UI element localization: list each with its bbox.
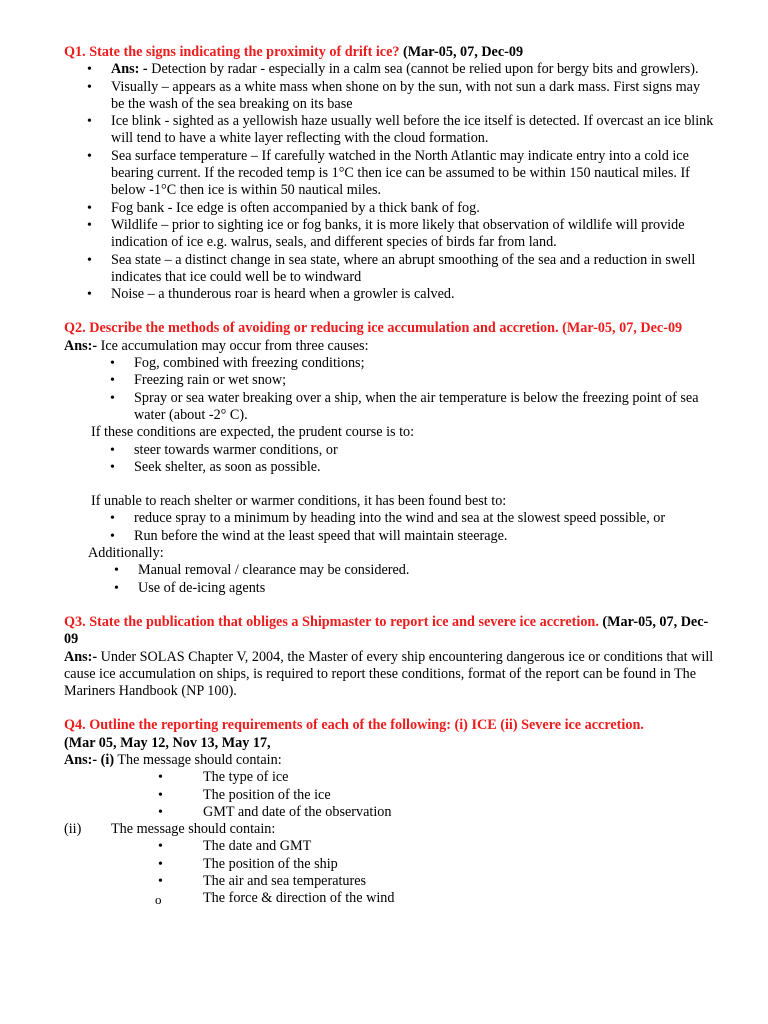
list-item: • The air and sea temperatures: [203, 873, 768, 890]
list-item: • Seek shelter, as soon as possible.: [134, 459, 720, 476]
answer-text: The message should contain:: [114, 751, 282, 768]
list-item: • GMT and date of the observation: [203, 804, 768, 821]
expected-intro: If these conditions are expected, the prudent course is to:: [91, 424, 415, 441]
expected-list: [0, 442, 768, 477]
list-item: • Noise – a thunderous roar is heard when a growler is calved.: [111, 286, 716, 303]
question-1-heading: [64, 44, 720, 61]
list-item: • The type of ice: [203, 769, 768, 786]
part-ii-label: (ii): [64, 821, 82, 838]
list-item: • Use of de-icing agents: [138, 580, 768, 597]
additional-list: [0, 562, 768, 597]
question-1-answer-list: [0, 61, 768, 303]
list-item: • The position of the ship: [203, 856, 768, 873]
list-item: • Ice blink - sighted as a yellowish haze usually well before the ice itself is detected. If overcast an ice blink will tend to have a white layer reflecting with the cloud formation.: [111, 113, 716, 148]
part-i-list: [0, 769, 768, 821]
additionally-label: Additionally:: [88, 545, 164, 562]
question-3-title: Q3. State the publication that obliges a Shipmaster to report ice and severe ice accretion.: [64, 613, 599, 630]
question-4-part-i-intro: [64, 752, 720, 769]
answer-label: Ans:- (i): [64, 751, 115, 768]
question-4-dates: (Mar 05, May 12, Nov 13, May 17,: [64, 734, 271, 751]
unable-intro: If unable to reach shelter or warmer conditions, it has been found best to:: [91, 493, 507, 510]
answer-label: Ans:-: [64, 648, 98, 665]
list-sub-item: o The force & direction of the wind: [203, 890, 768, 907]
list-item: • Spray or sea water breaking over a ship, when the air temperature is below the freezing point of sea water (about -2° C).: [134, 390, 720, 425]
list-item-text: Detection by radar - especially in a calm sea (cannot be relied upon for bergy bits and growlers).: [147, 61, 699, 78]
list-item: • Freezing rain or wet snow;: [134, 372, 720, 389]
list-item: • Sea state – a distinct change in sea state, where an abrupt smoothing of the sea and a reduction in swell indicates that ice could well be to windward: [111, 252, 716, 287]
list-item: • Visually – appears as a white mass when shone on by the sun, with not sun a dark mass. First signs may be the wash of the sea breaking on its base: [111, 79, 716, 114]
question-2-causes-list: [0, 355, 768, 424]
answer-text: Under SOLAS Chapter V, 2004, the Master of every ship encountering dangerous ice or conditions that will cause ice accumulation on ships, is required to report these conditions, format of the report can be found in The Mariners Handbook (NP 100).: [64, 648, 714, 700]
question-1-title: Q1. State the signs indicating the proximity of drift ice?: [64, 44, 400, 60]
list-item: • Sea surface temperature – If carefully watched in the North Atlantic may indicate entry into a cold ice bearing current. If the recoded temp is 1°C then ice can be assumed to be within 150 nautical miles. If below -1°C then ice is within 50 nautical miles.: [111, 148, 716, 200]
list-item: • The date and GMT: [203, 838, 768, 855]
list-item: • The position of the ice: [203, 787, 768, 804]
answer-label: Ans:-: [64, 337, 98, 354]
list-item: [111, 61, 716, 78]
question-4-title: Q4. Outline the reporting requirements of each of the following: (i) ICE (ii) Severe ice accretion.: [64, 717, 644, 734]
question-2-answer-intro: [64, 338, 720, 355]
question-4-heading: [64, 717, 720, 752]
list-item: • Manual removal / clearance may be considered.: [138, 562, 768, 579]
unable-list: [0, 510, 768, 545]
question-2-title: Q2. Describe the methods of avoiding or reducing ice accumulation and accretion. (Mar-05, 07, Dec-09: [64, 320, 683, 337]
question-4-part-ii-intro: [64, 821, 768, 838]
answer-label: Ans: -: [111, 61, 148, 78]
part-ii-intro-text: The message should contain:: [111, 821, 276, 838]
list-item: • steer towards warmer conditions, or: [134, 442, 720, 459]
question-3-dates: (Mar-05, 07, Dec-09: [64, 613, 709, 648]
question-1-dates: (Mar-05, 07, Dec-09: [399, 44, 524, 60]
list-item: • Run before the wind at the least speed that will maintain steerage.: [134, 528, 720, 545]
question-2-heading: [64, 320, 720, 337]
list-item: • Wildlife – prior to sighting ice or fog banks, it is more likely that observation of wildlife will provide indication of ice e.g. walrus, seals, and different species of birds far from land.: [111, 217, 716, 252]
list-item: • Fog, combined with freezing conditions;: [134, 355, 720, 372]
list-item: • reduce spray to a minimum by heading into the wind and sea at the slowest speed possible, or: [134, 510, 720, 527]
answer-text: Ice accumulation may occur from three causes:: [97, 337, 369, 354]
question-3-answer: [64, 649, 720, 701]
part-ii-list: [0, 838, 768, 907]
list-item: • Fog bank - Ice edge is often accompanied by a thick bank of fog.: [111, 200, 716, 217]
question-3-heading: [64, 614, 720, 649]
